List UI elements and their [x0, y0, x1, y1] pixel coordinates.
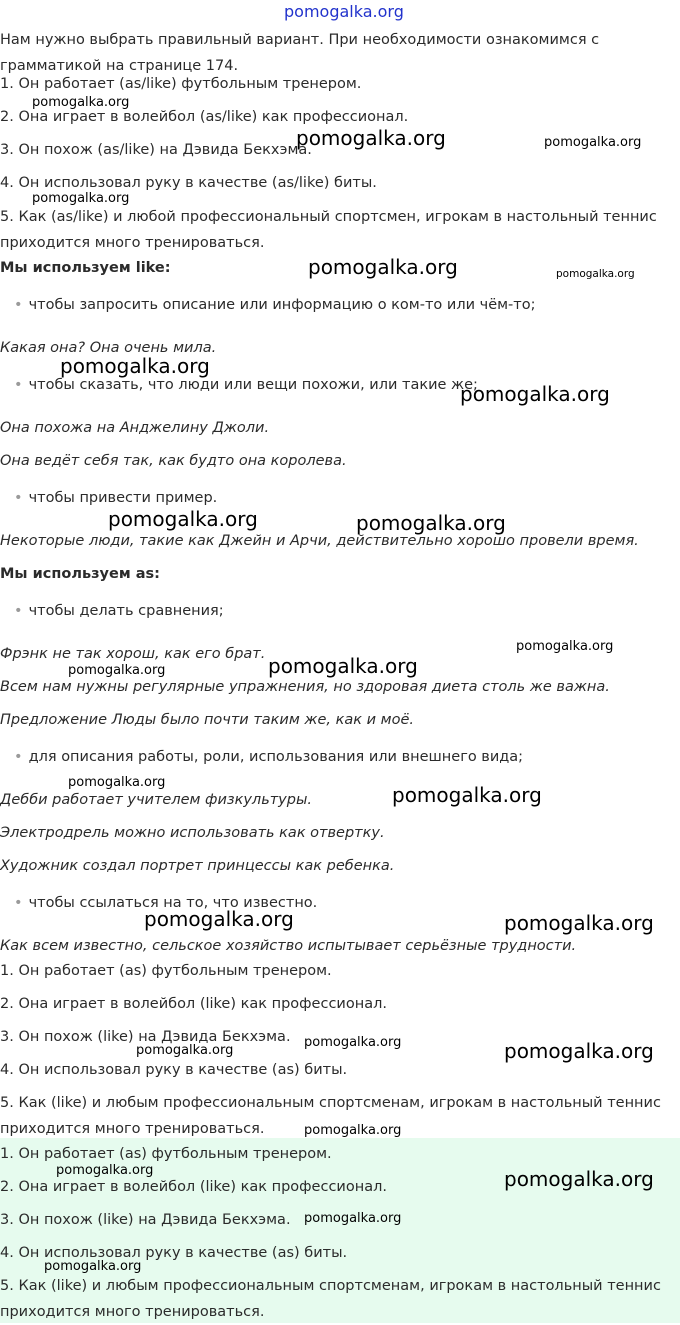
- watermark: pomogalka.org: [544, 135, 642, 150]
- answer-3: 3. Он похож (like) на Дэвида Бекхэма.: [0, 1029, 291, 1045]
- final-answer-4: 4. Он использовал руку в качестве (as) биты.: [0, 1245, 348, 1261]
- watermark: pomogalka.org: [60, 354, 210, 378]
- like-example-1: Какая она? Она очень мила.: [0, 340, 217, 356]
- watermark: pomogalka.org: [304, 1035, 402, 1050]
- watermark: pomogalka.org: [68, 775, 166, 790]
- watermark: pomogalka.org: [268, 654, 418, 678]
- like-example-4: Некоторые люди, такие как Джейн и Арчи, действительно хорошо провели время.: [0, 533, 639, 549]
- question-4: 4. Он использовал руку в качестве (as/like) биты.: [0, 175, 377, 191]
- final-answer-5: 5. Как (like) и любым профессиональным спортсменам, игрокам в настольный теннис приходится много тренироваться.: [0, 1278, 661, 1320]
- watermark: pomogalka.org: [68, 663, 166, 678]
- watermark: pomogalka.org: [136, 1043, 234, 1058]
- as-bullet-1-text: чтобы делать сравнения;: [28, 603, 224, 619]
- like-bullet-2-text: чтобы сказать, что люди или вещи похожи, или такие же;: [28, 377, 478, 393]
- watermark: pomogalka.org: [504, 1039, 654, 1063]
- question-5: 5. Как (as/like) и любой профессиональный спортсмен, игрокам в настольный теннис приходится много тренироваться.: [0, 209, 657, 251]
- as-bullet-3-text: чтобы ссылаться на то, что известно.: [28, 895, 318, 911]
- as-example-3: Предложение Люды было почти таким же, как и моё.: [0, 712, 414, 728]
- watermark: pomogalka.org: [308, 255, 458, 279]
- as-bullet-2-text: для описания работы, роли, использования или внешнего вида;: [28, 749, 524, 765]
- as-bullet-3: • чтобы ссылаться на то, что известно.: [14, 895, 318, 911]
- watermark: pomogalka.org: [32, 95, 130, 110]
- watermark: pomogalka.org: [296, 126, 446, 150]
- like-bullet-3-text: чтобы привести пример.: [28, 490, 218, 506]
- watermark: pomogalka.org: [516, 639, 614, 654]
- watermark: pomogalka.org: [356, 511, 506, 535]
- as-example-1: Фрэнк не так хорош, как его брат.: [0, 646, 266, 662]
- as-bullet-1: • чтобы делать сравнения;: [14, 603, 224, 619]
- question-1: 1. Он работает (as/like) футбольным тренером.: [0, 76, 362, 92]
- watermark-top: pomogalka.org: [284, 2, 404, 21]
- like-bullet-1-text: чтобы запросить описание или информацию о ком-то или чём-то;: [28, 297, 536, 313]
- final-answer-3: 3. Он похож (like) на Дэвида Бекхэма.: [0, 1212, 291, 1228]
- watermark: pomogalka.org: [556, 268, 635, 280]
- watermark: pomogalka.org: [460, 382, 610, 406]
- question-3: 3. Он похож (as/like) на Дэвида Бекхэма.: [0, 142, 312, 158]
- watermark: pomogalka.org: [108, 507, 258, 531]
- as-example-4: Дебби работает учителем физкультуры.: [0, 792, 313, 808]
- watermark: pomogalka.org: [392, 783, 542, 807]
- intro-text: Нам нужно выбрать правильный вариант. При необходимости ознакомимся с грамматикой на странице 174.: [0, 32, 600, 74]
- as-heading: Мы используем as:: [0, 566, 160, 582]
- answer-1: 1. Он работает (as) футбольным тренером.: [0, 963, 332, 979]
- final-answer-2: 2. Она играет в волейбол (like) как профессионал.: [0, 1179, 387, 1195]
- answer-2: 2. Она играет в волейбол (like) как профессионал.: [0, 996, 387, 1012]
- as-example-7: Как всем известно, сельское хозяйство испытывает серьёзные трудности.: [0, 938, 577, 954]
- watermark: pomogalka.org: [304, 1123, 402, 1138]
- watermark: pomogalka.org: [304, 1211, 402, 1226]
- like-bullet-1: • чтобы запросить описание или информацию о ком-то или чём-то;: [14, 297, 536, 313]
- answer-5: 5. Как (like) и любым профессиональным спортсменам, игрокам в настольный теннис приходится много тренироваться.: [0, 1095, 661, 1137]
- like-bullet-2: • чтобы сказать, что люди или вещи похожи, или такие же;: [14, 377, 478, 393]
- as-example-2: Всем нам нужны регулярные упражнения, но здоровая диета столь же важна.: [0, 679, 610, 695]
- question-2: 2. Она играет в волейбол (as/like) как профессионал.: [0, 109, 409, 125]
- like-example-2: Она похожа на Анджелину Джоли.: [0, 420, 270, 436]
- as-bullet-2: • для описания работы, роли, использования или внешнего вида;: [14, 749, 524, 765]
- watermark: pomogalka.org: [144, 907, 294, 931]
- like-example-3: Она ведёт себя так, как будто она королева.: [0, 453, 347, 469]
- watermark: pomogalka.org: [504, 1167, 654, 1191]
- like-heading: Мы используем like:: [0, 260, 171, 276]
- like-bullet-3: • чтобы привести пример.: [14, 490, 218, 506]
- final-answer-1: 1. Он работает (as) футбольным тренером.: [0, 1146, 332, 1162]
- watermark: pomogalka.org: [32, 191, 130, 206]
- as-example-6: Художник создал портрет принцессы как ребенка.: [0, 858, 395, 874]
- watermark: pomogalka.org: [504, 911, 654, 935]
- watermark: pomogalka.org: [44, 1259, 142, 1274]
- watermark: pomogalka.org: [56, 1163, 154, 1178]
- as-example-5: Электродрель можно использовать как отвертку.: [0, 825, 385, 841]
- answer-4: 4. Он использовал руку в качестве (as) биты.: [0, 1062, 348, 1078]
